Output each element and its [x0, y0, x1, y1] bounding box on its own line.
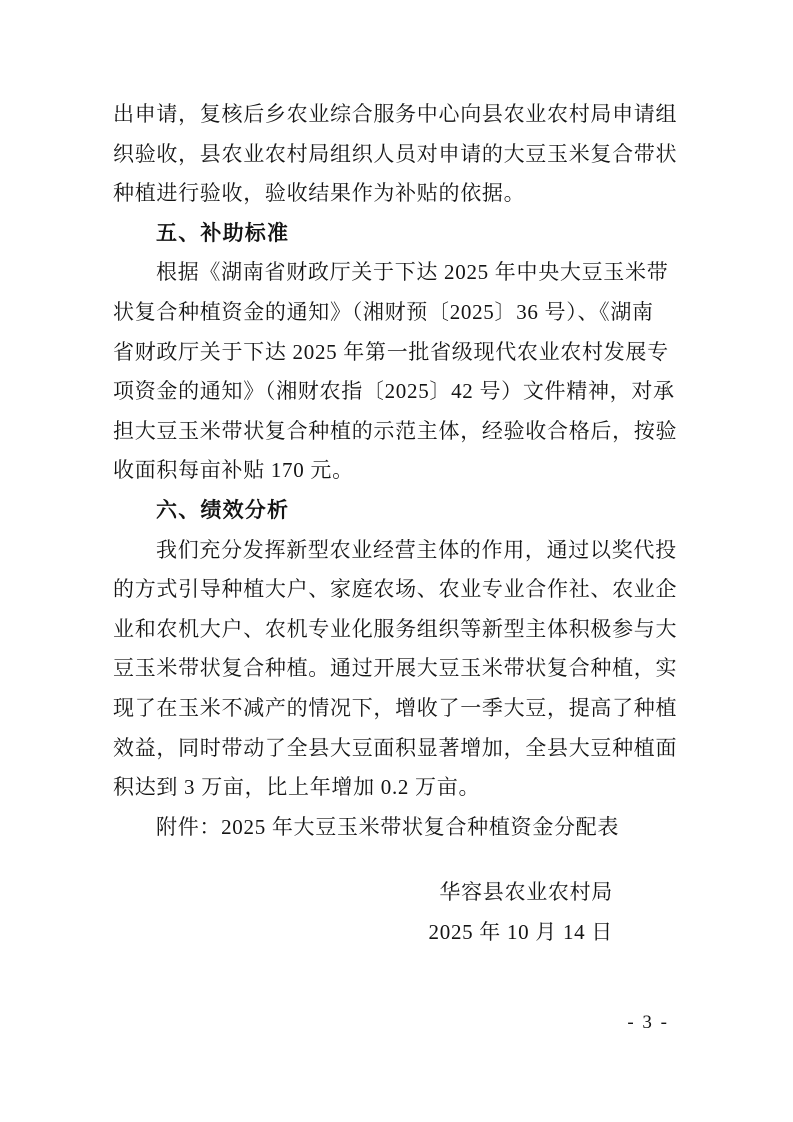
page-number: - 3 -: [627, 1012, 669, 1033]
body-line: 种植进行验收，验收结果作为补贴的依据。: [113, 181, 526, 206]
document-body: [113, 95, 679, 952]
body-line: 积达到 3 万亩，比上年增加 0.2 万亩。: [113, 775, 481, 800]
section-heading-subsidy-standard: 五、补助标准: [156, 221, 290, 245]
body-line: 出申请，复核后乡农业综合服务中心向县农业农村局申请组: [113, 102, 678, 126]
body-line: 业和农机大户、农机专业化服务组织等新型主体积极参与大: [113, 616, 678, 641]
signature-issuer: 华容县农业农村局: [439, 880, 613, 905]
signature-block: [113, 873, 679, 952]
body-line: 根据《湖南省财政厅关于下达 2025 年中央大豆玉米带: [156, 260, 669, 285]
body-line: 项资金的通知》（湘财农指〔2025〕42 号）文件精神，对承: [113, 379, 675, 404]
body-line: 收面积每亩补贴 170 元。: [113, 458, 354, 483]
body-line: 豆玉米带状复合种植。通过开展大豆玉米带状复合种植，实: [113, 656, 678, 681]
body-line: 现了在玉米不减产的情况下，增收了一季大豆，提高了种植: [113, 695, 678, 720]
attachment-reference: 附件：2025 年大豆玉米带状复合种植资金分配表: [156, 814, 620, 839]
body-line: 状复合种植资金的通知》（湘财预〔2025〕36 号）、《湖南: [113, 299, 654, 324]
vertical-spacer: [113, 847, 679, 873]
body-line: 省财政厅关于下达 2025 年第一批省级现代农业农村发展专: [113, 339, 669, 364]
body-line: 织验收，县农业农村局组织人员对申请的大豆玉米复合带状: [113, 141, 678, 166]
body-line: 效益，同时带动了全县大豆面积显著增加，全县大豆种植面: [113, 735, 678, 760]
body-line: 担大豆玉米带状复合种植的示范主体，经验收合格后，按验: [113, 418, 678, 443]
body-line: 的方式引导种植大户、家庭农场、农业专业合作社、农业企: [113, 577, 678, 602]
body-line: 我们充分发挥新型农业经营主体的作用，通过以奖代投: [156, 537, 677, 562]
signature-date: 2025 年 10 月 14 日: [428, 919, 613, 944]
section-heading-performance-analysis: 六、绩效分析: [156, 498, 290, 522]
